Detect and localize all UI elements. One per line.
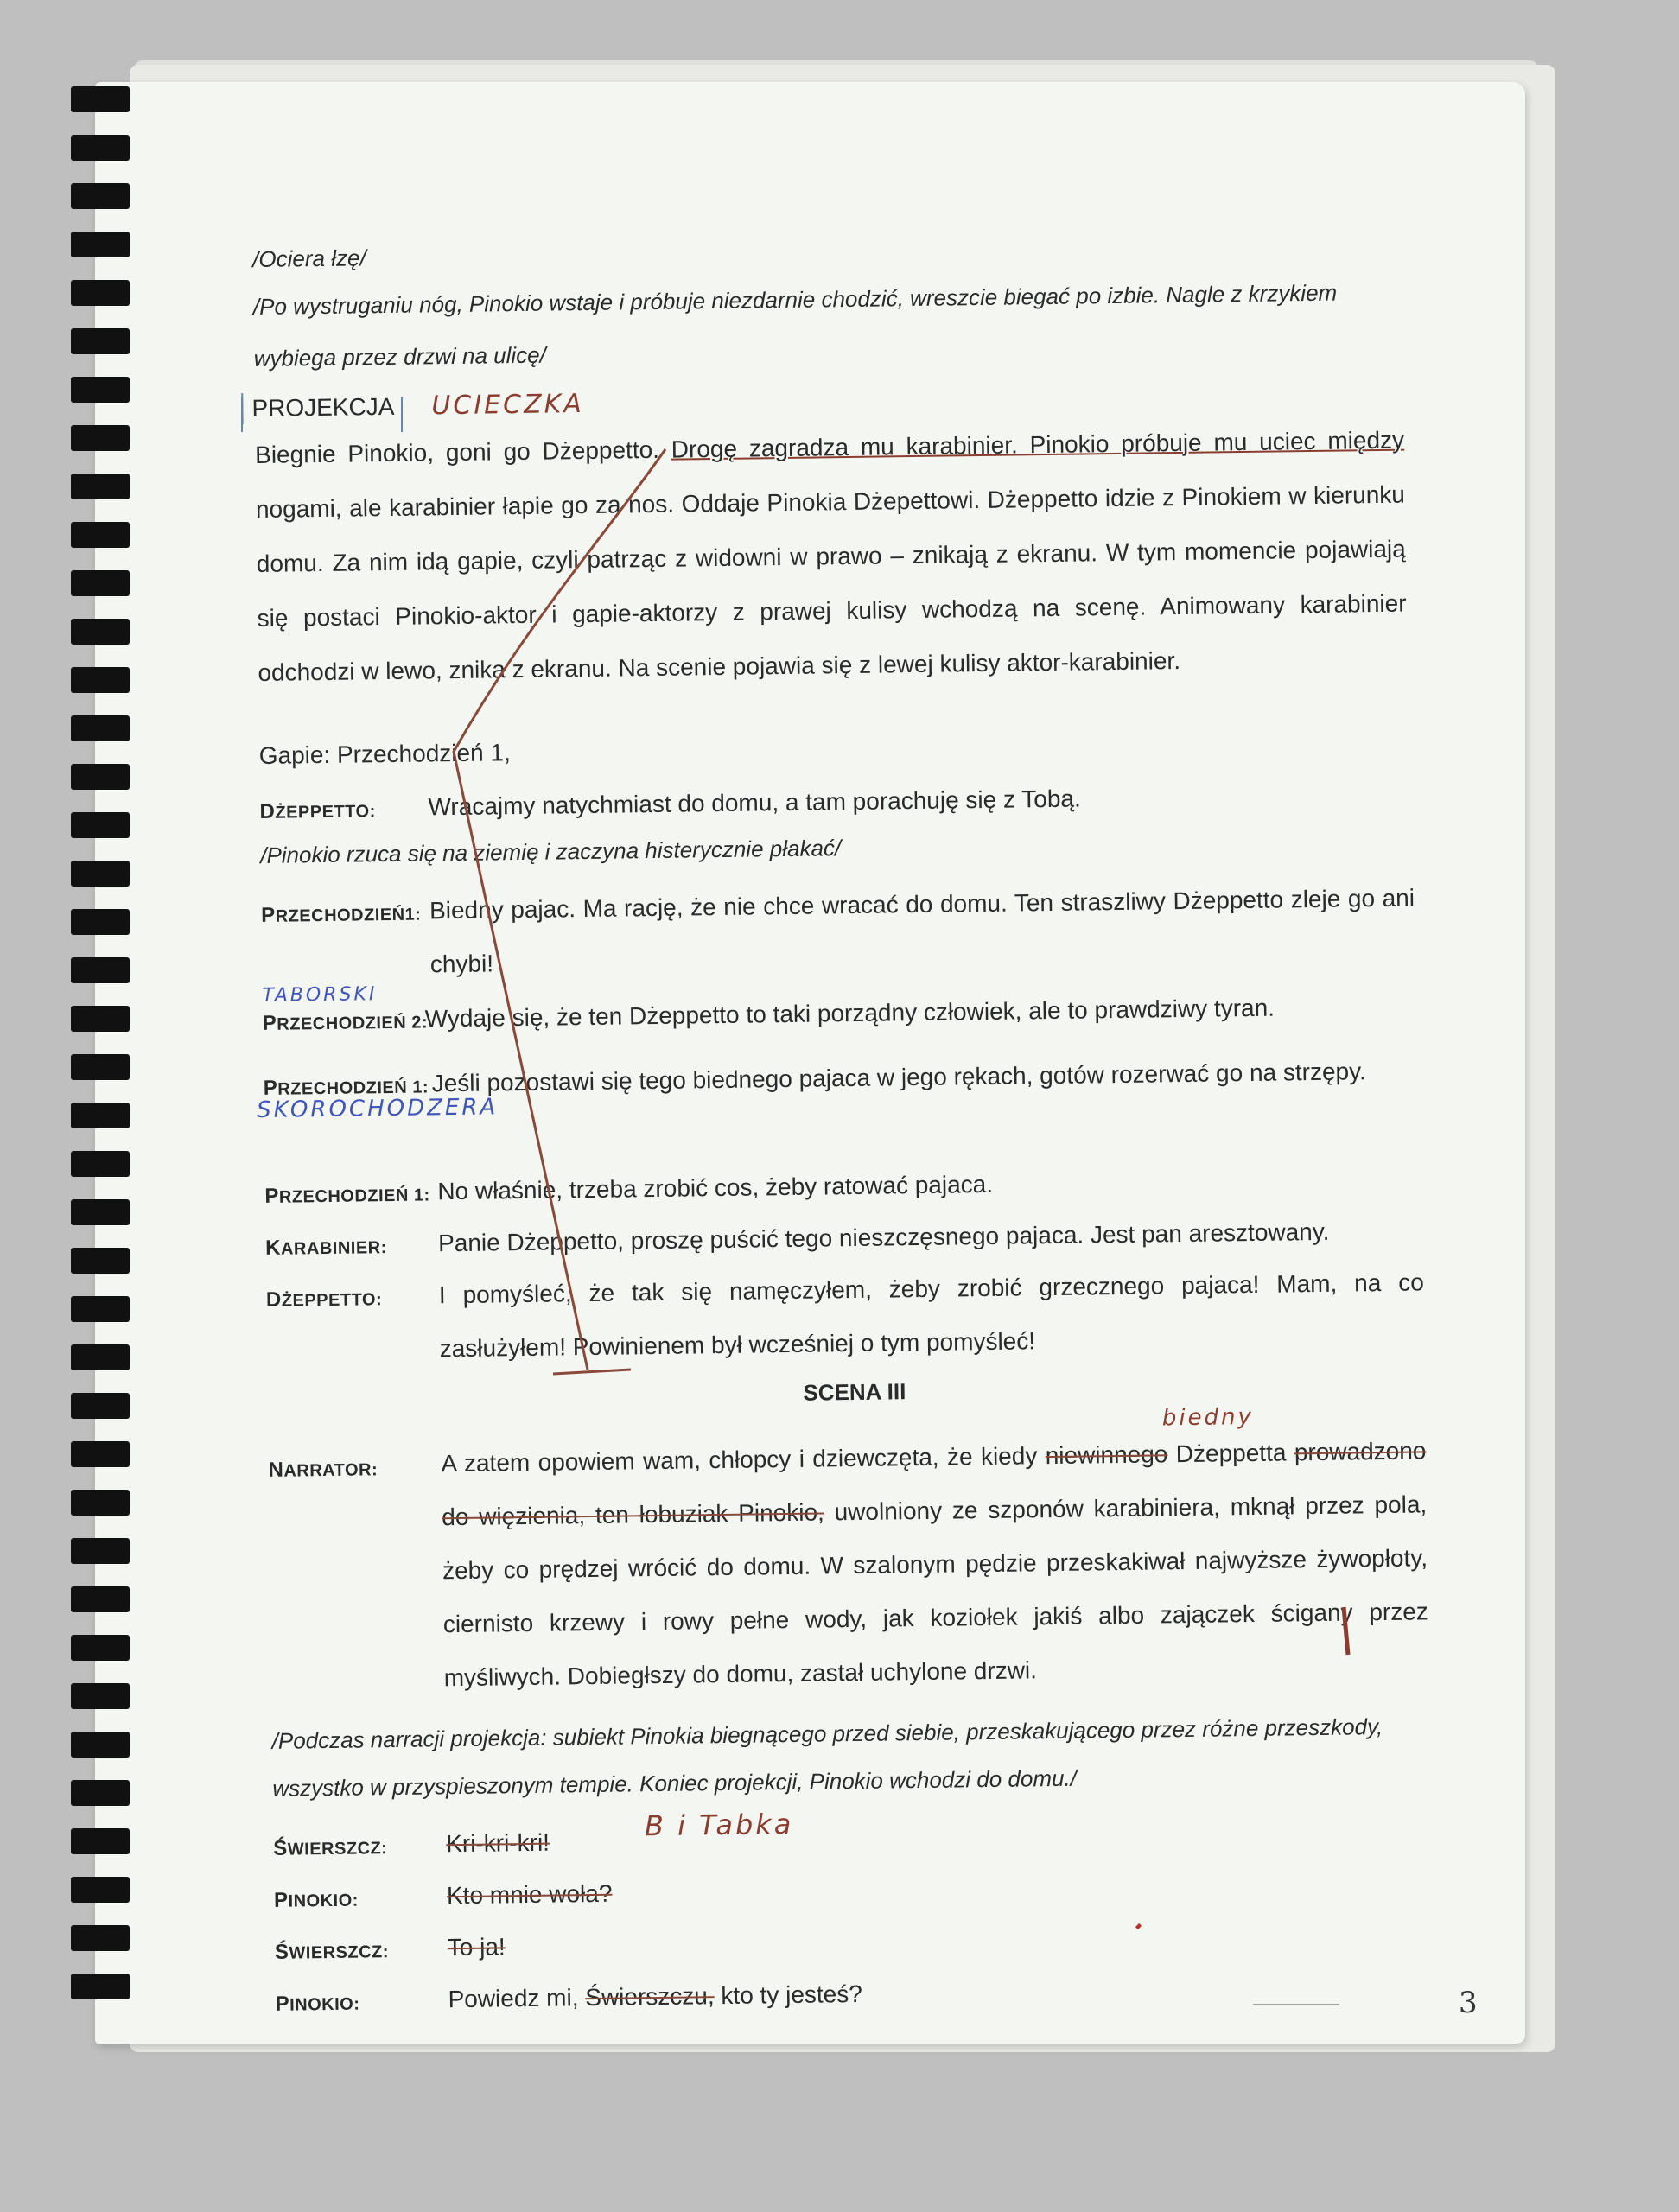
handwritten-taborski: TABORSKI — [262, 983, 378, 1007]
gapie-line: Gapie: Przechodzień 1, — [258, 739, 511, 769]
pen-arrow-head — [553, 1370, 631, 1374]
speaker-label: PINOKIO: — [275, 1992, 360, 2016]
stage-direction-4b: wszystko w przyspieszonym tempie. Koniec projekcji, Pinokio wchodzi do domu./ — [272, 1764, 1078, 1802]
narration-1-pre: Biegnie Pinokio, goni go Dżeppetto. — [254, 435, 671, 468]
speaker-label: PRZECHODZIEŃ 2: — [262, 1011, 429, 1035]
speaker-label: ŚWIERSZCZ: — [273, 1836, 388, 1860]
page-number: 3 — [1459, 1986, 1478, 2020]
speaker-label: NARRATOR: — [268, 1458, 378, 1482]
dialogue-text: Wracajmy natychmiast do domu, a tam porachuję się z Tobą. — [428, 785, 1081, 821]
stage-direction-4a: /Podczas narracji projekcja: subiekt Pinokia biegnącego przed siebie, przeskakującego przez różne przeszkody, — [271, 1713, 1383, 1754]
stage-direction-1: /Ociera łzę/ — [252, 245, 366, 272]
narrator-text-1-end: Dżeppetta — [1167, 1439, 1287, 1468]
dialogue-text: Kri-kri-kri! — [446, 1828, 550, 1858]
pen-dot — [1137, 1925, 1140, 1928]
speaker-label: PRZECHODZIEŃ 1: — [263, 1076, 429, 1100]
speaker-label: PINOKIO: — [273, 1888, 359, 1912]
pen-end-bracket — [1344, 1607, 1348, 1655]
dialogue-text: Biedny pajac. Ma rację, że nie chce wracać do domu. Ten straszliwy Dżeppetto zleje go ani chybi! — [429, 884, 1415, 978]
dialogue-text: To ja! — [447, 1933, 506, 1961]
narrator-text-3: mknął przez pola, żeby co prędzej wrócić do domu. W szalonym pędzie przeskakiwał najwyższe żywopłoty, ciernisto krzewy i rowy pełne wody, jak koziołek jakiś albo zajączek ścigany przez myśliwych. Dobiegłszy do domu, zastał uchylone drzwi. — [442, 1491, 1428, 1692]
stage-direction-2a: /Po wystruganiu nóg, Pinokio wstaje i próbuje niezdarnie chodzić, wreszcie biegać po izbie. Nagle z krzykiem — [252, 279, 1338, 320]
handwritten-ucieczka: UCIECZKA — [431, 388, 585, 422]
handwritten-biedny: biedny — [1161, 1403, 1255, 1432]
speaker-label: DŻEPPETTO: — [265, 1287, 383, 1312]
narration-1-underlined: Drogę zagradza mu karabinier. Pinokio próbuje mu uciec między — [671, 426, 1405, 463]
narrator-struck-2: prowadzono do więzienia, ten łobuziak Pinokio, — [442, 1437, 1427, 1531]
projekcja-bracket — [242, 397, 402, 432]
speaker-label: KARABINIER: — [265, 1236, 387, 1260]
stage-direction-2b: wybiega przez drzwi na ulicę/ — [253, 341, 547, 372]
speaker-label: PRZECHODZIEŃ1: — [260, 903, 422, 927]
speaker-label: PRZECHODZIEŃ 1: — [264, 1184, 430, 1208]
handwritten-skorochodzera: SKOROCHODZERA — [256, 1094, 499, 1124]
scene-title: SCENA III — [803, 1378, 906, 1406]
narrator-struck-1: niewinnego — [1045, 1440, 1168, 1470]
narrator-text-1: A zatem opowiem wam, chłopcy i dziewczęta, że kiedy — [441, 1442, 1046, 1478]
dialogue-text: Powiedz mi, Świerszczu, kto ty jesteś? — [448, 1980, 863, 2013]
handwritten-note: B i Tabka — [644, 1807, 794, 1843]
dialogue-text: No właśnie, trzeba zrobić cos, żeby ratować pajaca. — [437, 1170, 994, 1205]
narration-1-rest: nogami, ale karabinier łapie go za nos. Oddaje Pinokia Dżepettowi. Dżeppetto idzie z Pinokiem w kierunku domu. Za nim idą gapie, czyli patrząc z widowni w prawo – znikają z ekranu. W tym momencie pojawiają się postaci Pinokio-aktor i gapie-aktorzy z prawej kulisy wchodzą na scenę. Animowany karabinier odchodzi w lewo, znika z ekranu. Na scenie pojawia się z lewej kulisy aktor-karabinier. — [255, 480, 1407, 686]
dialogue-text: Jeśli pozostawi się tego biednego pajaca w jego rękach, gotów rozerwać go na strzępy. — [431, 1058, 1367, 1097]
dialogue-text: Panie Dżeppetto, proszę puścić tego nieszczęsnego pajaca. Jest pan aresztowany. — [437, 1217, 1330, 1257]
speaker-label: ŚWIERSZCZ: — [274, 1940, 390, 1964]
narrator-text-2: uwolniony ze szponów karabiniera, — [824, 1493, 1221, 1526]
stage-direction-3: /Pinokio rzuca się na ziemię i zaczyna histerycznie płakać/ — [260, 835, 842, 868]
pen-arrow-line — [454, 449, 665, 1370]
dialogue-text: Kto mnie woła? — [446, 1879, 613, 1910]
projekcja-label: PROJEKCJA — [241, 391, 403, 424]
dialogue-text: I pomyśleć, że tak się namęczyłem, żeby zrobić grzecznego pajaca! Mam, na co zasłużyłem! Powinienem był wcześniej o tym pomyśleć! — [438, 1268, 1425, 1363]
speaker-label: DŻEPPETTO: — [259, 799, 376, 823]
dialogue-text: Wydaje się, że ten Dżeppetto to taki porządny człowiek, ale to prawdziwy tyran. — [424, 994, 1275, 1033]
